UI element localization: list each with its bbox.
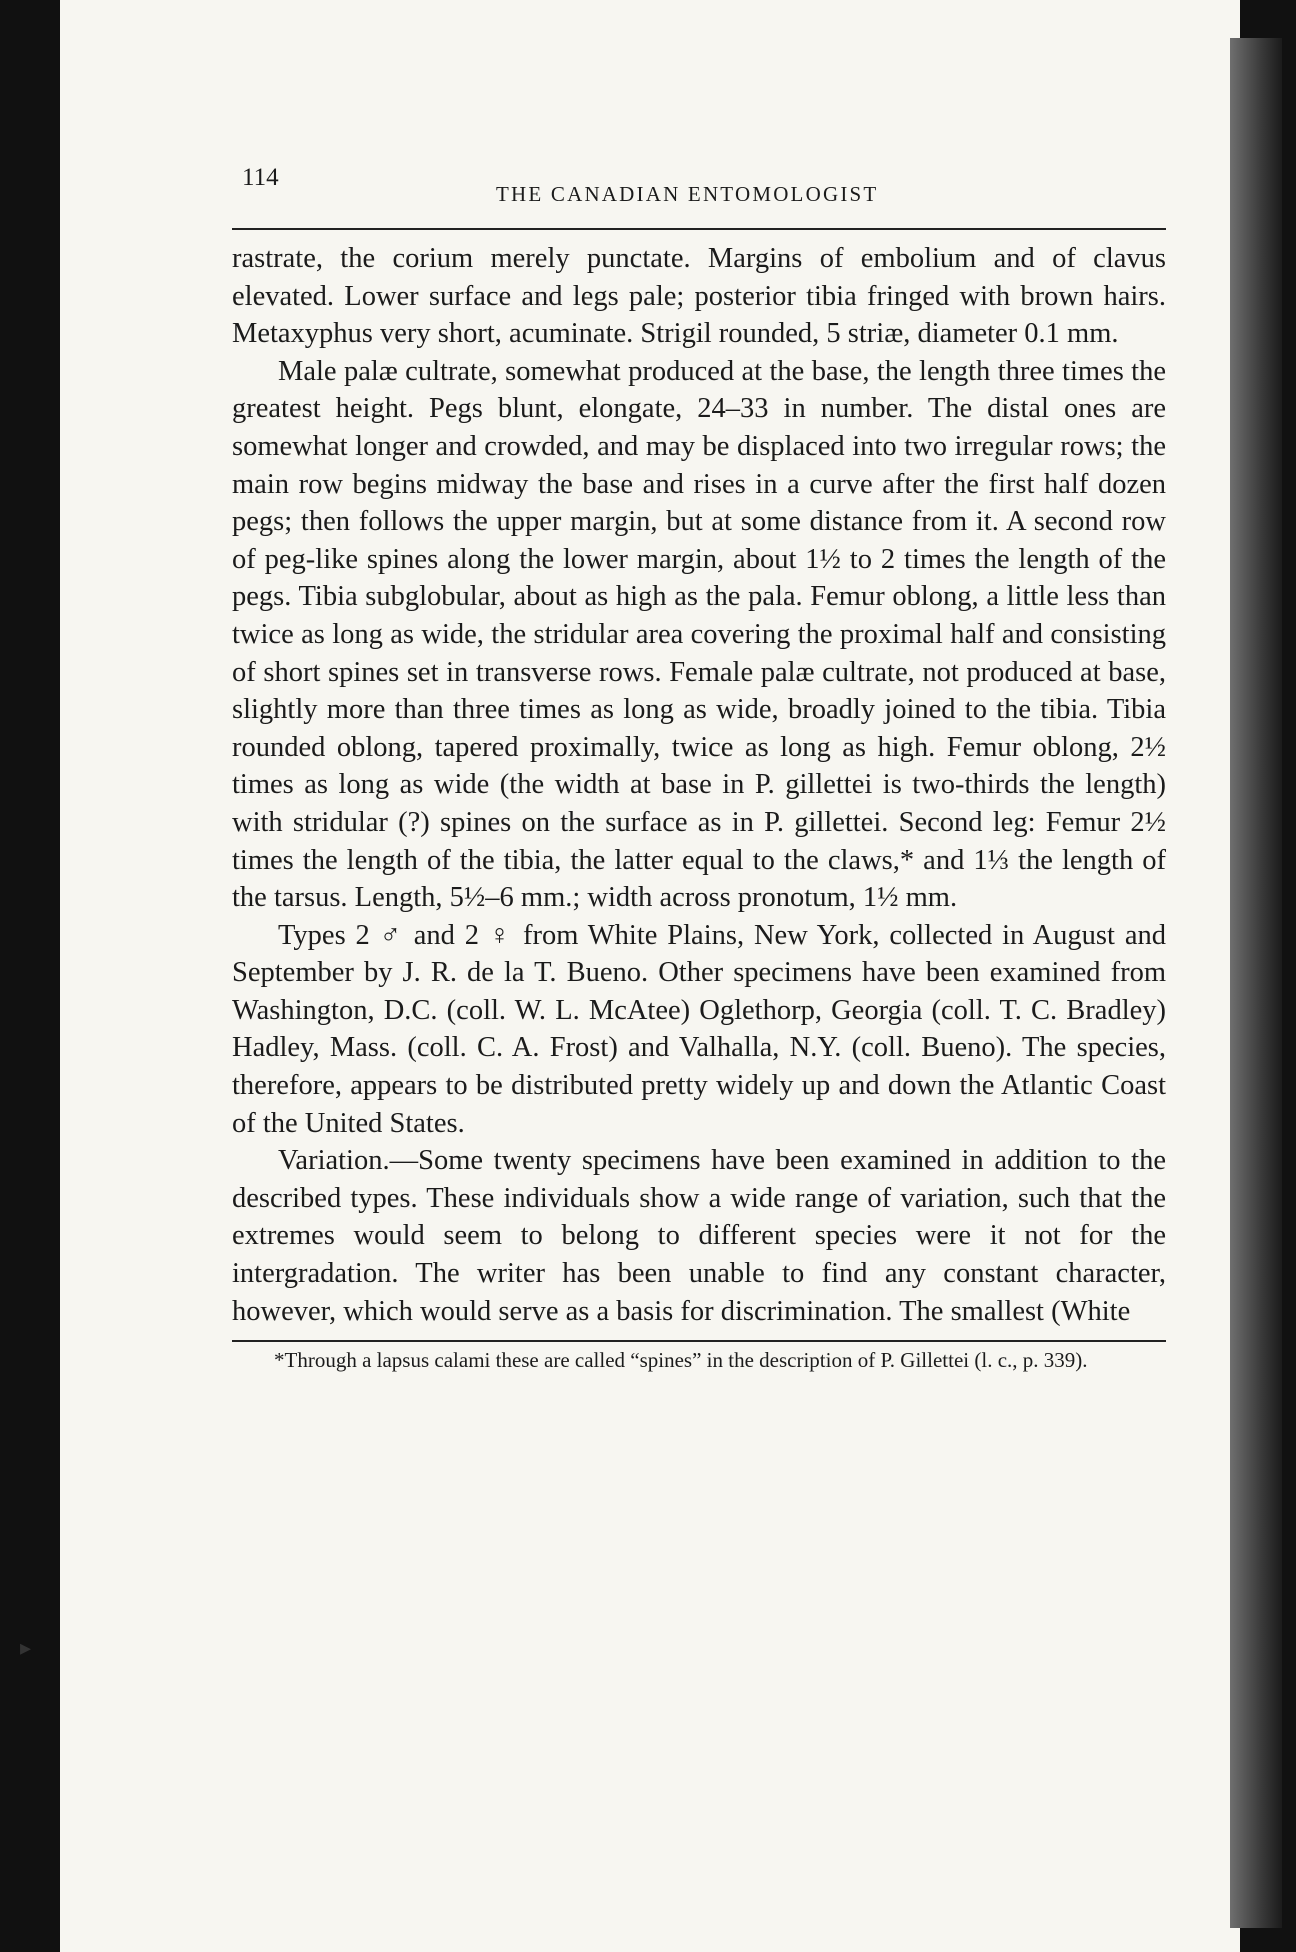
footnote xyxy=(232,1348,1166,1373)
page-edge-shadow xyxy=(1230,38,1282,1928)
paragraph-2: Male palæ cultrate, somewhat produced at the base, the length three times the greatest height. Pegs blunt, elongate, 24–33 in number. The distal ones are somewhat longer and crowded, and may be displaced into two irregular rows; the main row begins midway the base and rises in a curve after the first half dozen pegs; then follows the upper margin, but at some distance from it. A second row of peg-like spines along the lower margin, about 1½ to 2 times the length of the pegs. Tibia subglobular, about as high as the pala. Femur oblong, a little less than twice as long as wide, the stridular area covering the proximal half and consisting of short spines set in transverse rows. Female palæ cultrate, not produced at base, slightly more than three times as long as wide, broadly joined to the tibia. Tibia rounded oblong, tapered proximally, twice as long as high. Femur oblong, 2½ times as long as wide (the width at base in P. gillettei is two-thirds the length) with stridular (?) spines on the surface as in P. gillettei. Second leg: Femur 2½ times the length of the tibia, the latter equal to the claws,* and 1⅓ the length of the tarsus. Length, 5½–6 mm.; width across pronotum, 1½ mm. xyxy=(232,355,1166,914)
scan-speck-mark: ▸ xyxy=(20,1636,32,1661)
paragraph-4: Variation.—Some twenty specimens have been examined in addition to the described types. These individuals show a wide range of variation, such that the extremes would seem to belong to different species were it not for the intergradation. The writer has been unable to find any constant character, however, which would serve as a basis for discrimination. The smallest (White xyxy=(232,1145,1166,1327)
running-head xyxy=(232,158,1166,220)
journal-title: THE CANADIAN ENTOMOLOGIST xyxy=(496,182,879,206)
text-block xyxy=(232,158,1166,1373)
page-number: 114 xyxy=(242,164,279,191)
footnote-text: *Through a lapsus calami these are called “spines” in the description of P. Gillettei (l. c., p. 339). xyxy=(274,1348,1088,1373)
body-text xyxy=(232,240,1166,1330)
paragraph-1: rastrate, the corium merely punctate. Margins of embolium and of clavus elevated. Lower surface and legs pale; posterior tibia fringed with brown hairs. Metaxyphus very short, acuminate. Strigil rounded, 5 striæ, diameter 0.1 mm. xyxy=(232,243,1166,350)
footnote-rule xyxy=(232,1340,1166,1342)
header-rule xyxy=(232,228,1166,230)
paragraph-3: Types 2 ♂ and 2 ♀ from White Plains, New York, collected in August and September by J. R. de la T. Bueno. Other specimens have been examined from Washington, D.C. (coll. W. L. McAtee) Oglethorp, Georgia (coll. T. C. Bradley) Hadley, Mass. (coll. C. A. Frost) and Valhalla, N.Y. (coll. Bueno). The species, therefore, appears to be distributed pretty widely up and down the Atlantic Coast of the United States. xyxy=(232,919,1166,1139)
